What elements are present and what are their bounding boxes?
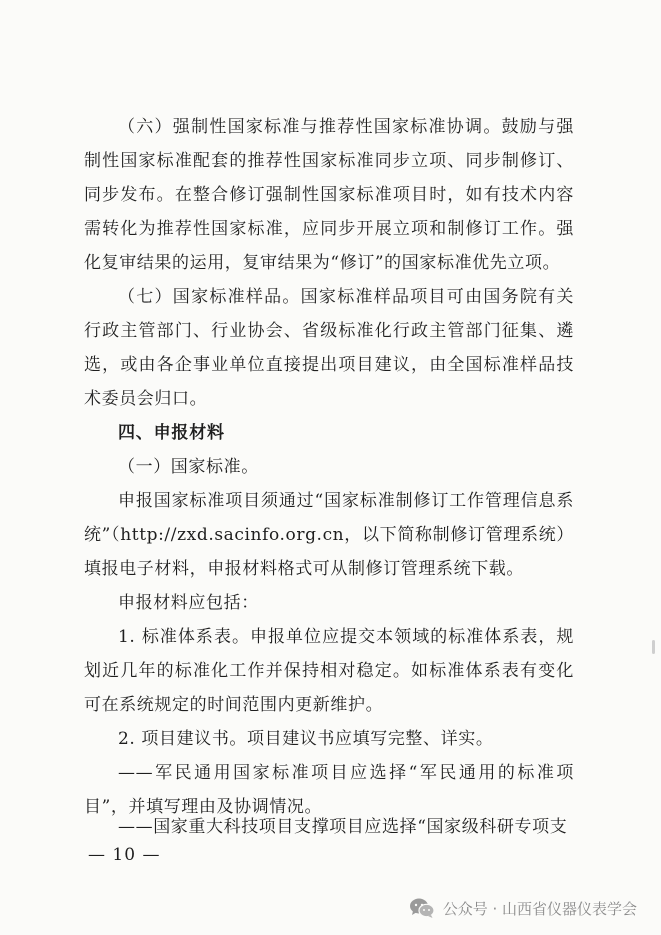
wechat-watermark	[409, 893, 637, 923]
section-heading: 四、申报材料	[118, 423, 225, 443]
page-number: — 10 —	[88, 845, 161, 865]
paragraph-national-standards-title: （一）国家标准。	[118, 457, 259, 477]
paragraph-mandatory-recommended-coordination: （六）强制性国家标准与推荐性国家标准协调。鼓励与强制性国家标准配套的推荐性国家标准同步立项、同步制修订、同步发布。在整合修订强制性国家标准项目时，如有技术内容需转化为推荐性国家标准，应同步开展立项和制修订工作。强化复审结果的运用，复审结果为“修订”的国家标准优先立项。	[84, 117, 574, 273]
paragraph-national-standard-samples: （七）国家标准样品。国家标准样品项目可由国务院有关行政主管部门、行业协会、省级标准化行政主管部门征集、遴选，或由各企事业单位直接提出项目建议，由全国标准样品技术委员会归口。	[84, 287, 574, 409]
watermark-text: 公众号 · 山西省仪器仪表学会	[442, 899, 637, 918]
paragraph-materials-include: 申报材料应包括：	[118, 593, 259, 613]
paragraph-military-civil: ——军民通用国家标准项目应选择“军民通用的标准项目”，并填写理由及协调情况。	[84, 763, 574, 817]
paragraph-submission-system: 申报国家标准项目须通过“国家标准制修订工作管理信息系统”（http://zxd.sacinfo.org.cn，以下简称制修订管理系统）填报电子材料，申报材料格式可从制修订管理系统下载。	[84, 491, 574, 579]
paragraph-major-sci-tech: ——国家重大科技项目支撑项目应选择“国家级科研专项支	[118, 817, 568, 837]
wechat-icon	[409, 897, 435, 919]
paragraph-project-proposal: 2. 项目建议书。项目建议书应填写完整、详实。	[118, 729, 494, 749]
paragraph-standard-system-table: 1. 标准体系表。申报单位应提交本领域的标准体系表，规划近几年的标准化工作并保持相对稳定。如标准体系表有变化可在系统规定的时间范围内更新维护。	[84, 627, 574, 715]
margin-mark	[652, 640, 655, 654]
